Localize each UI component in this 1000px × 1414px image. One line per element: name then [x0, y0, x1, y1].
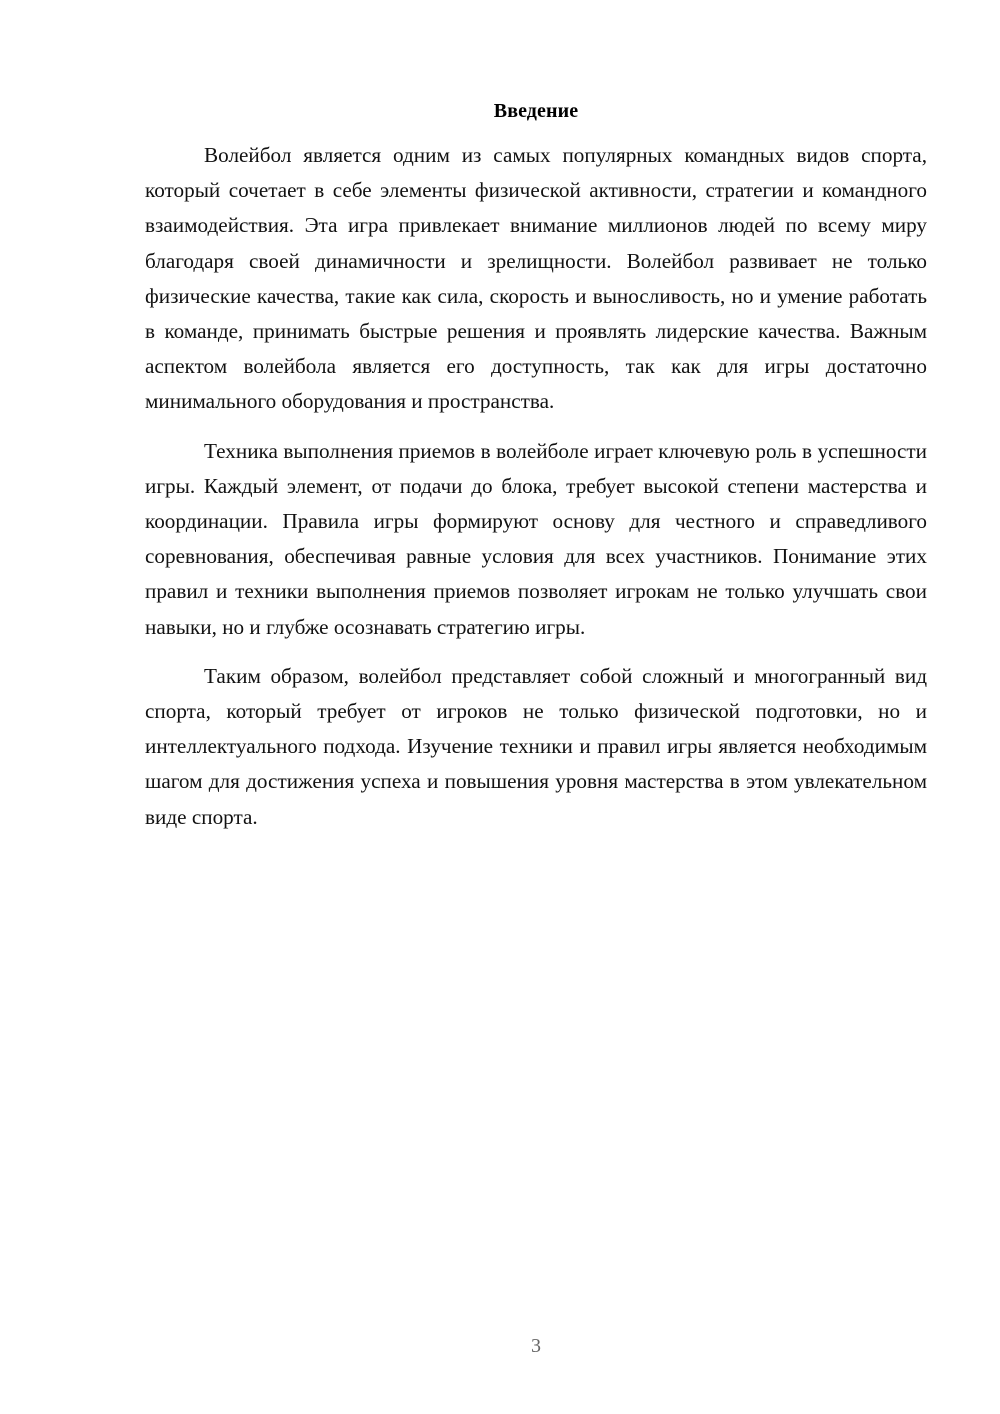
- introduction-paragraph-1: Волейбол является одним из самых популярных командных видов спорта, который сочетает в себе элементы физической активности, стратегии и командного взаимодействия. Эта игра привлекает внимание миллионов людей по всему миру благодаря своей динамичности и зрелищности. Волейбол развивает не только физические качества, такие как сила, скорость и выносливость, но и умение работать в команде, принимать быстрые решения и проявлять лидерские качества. Важным аспектом волейбола является его доступность, так как для игры достаточно минимального оборудования и пространства.: [145, 143, 927, 414]
- page-content: [145, 96, 927, 835]
- page-number: 3: [531, 1335, 541, 1357]
- introduction-paragraph-3: Таким образом, волейбол представляет собой сложный и многогранный вид спорта, который требует от игроков не только физической подготовки, но и интеллектуального подхода. Изучение техники и правил игры является необходимым шагом для достижения успеха и повышения уровня мастерства в этом увлекательном виде спорта.: [145, 663, 927, 829]
- section-title: Введение: [493, 100, 579, 122]
- introduction-paragraph-2: Техника выполнения приемов в волейболе играет ключевую роль в успешности игры. Каждый элемент, от подачи до блока, требует высокой степени мастерства и координации. Правила игры формируют основу для честного и справедливого соревнования, обеспечивая равные условия для всех участников. Понимание этих правил и техники выполнения приемов позволяет игрокам не только улучшать свои навыки, но и глубже осознавать стратегию игры.: [145, 438, 927, 639]
